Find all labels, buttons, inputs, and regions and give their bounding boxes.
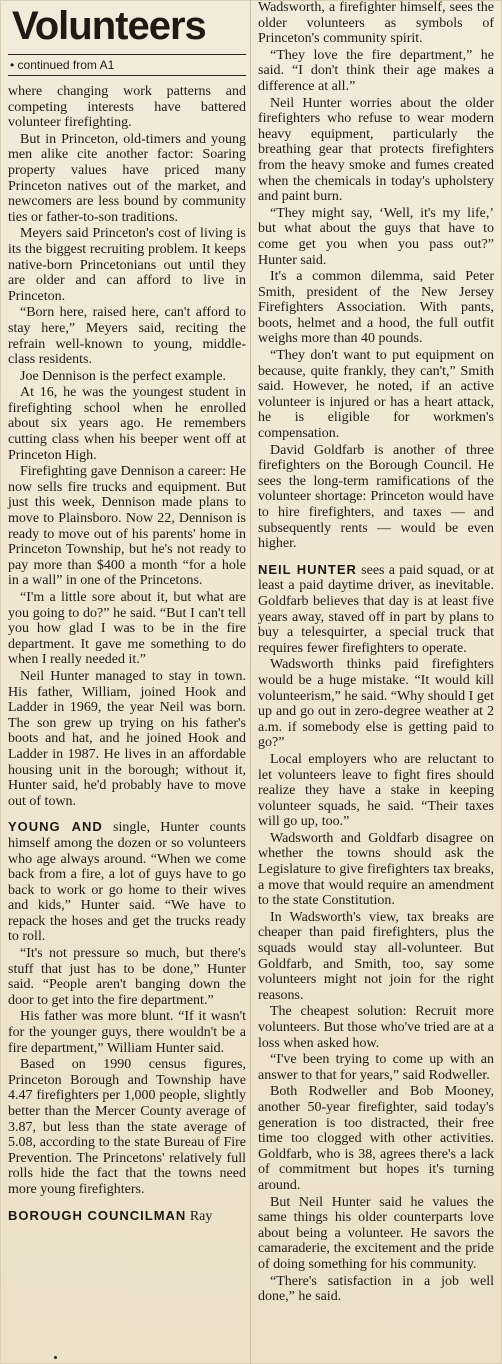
- right-column: [258, 0, 494, 1306]
- section-lead-caps: NEIL HUNTER: [258, 561, 357, 577]
- column-divider: [250, 0, 251, 1364]
- left-column: [8, 0, 246, 1225]
- paragraph: “I'm a little sore about it, but what are you going to do?” he said. “But I can't tell you how glad I was to be in the fire department. It gave me something to do when I really needed it.”: [8, 590, 246, 668]
- section-lead-paragraph: [8, 819, 246, 945]
- paragraph: His father was more blunt. “If it wasn't for the younger guys, there wouldn't be a fire department,” William Hunter said.: [8, 1009, 246, 1056]
- section-lead-text: sees a paid squad, or at least a paid daytime driver, as inevitable. Goldfarb believes that day is at least five years away, staved off in part by plans to buy a telesquirter, a special truck that requires fewer firefighters to operate.: [258, 562, 494, 656]
- paragraph: Local employers who are reluctant to let volunteers leave to fight fires should realize they have a stake in keeping volunteer squads, he said. “Their taxes will go up, too.”: [258, 751, 494, 830]
- paragraph: David Goldfarb is another of three firefighters on the Borough Council. He sees the long-term ramifications of the volunteer shortage: Princeton would have to hire firefighters, and taxes — and subsequently rents — would be even higher.: [258, 442, 494, 552]
- paragraph: Wadsworth and Goldfarb disagree on whether the towns should ask the Legislature to give firefighters tax breaks, a move that would require an amendment to the state Constitution.: [258, 830, 494, 909]
- section-lead-paragraph: [258, 562, 494, 657]
- paragraph: The cheapest solution: Recruit more volunteers. But those who've tried are at a loss when asked how.: [258, 1004, 494, 1051]
- continued-label: • continued from A1: [10, 58, 115, 72]
- paragraph: Wadsworth thinks paid firefighters would be a huge mistake. “It would kill volunteerism,” he said. “Why should I get up and go out in zero-degree weather at 2 a.m. if somebody else is getting paid to go?”: [258, 657, 494, 751]
- paragraph: “Born here, raised here, can't afford to stay here,” Meyers said, reciting the refrain well-known to young, middle-class residents.: [8, 305, 246, 368]
- paragraph: Based on 1990 census figures, Princeton Borough and Township have 4.47 firefighters per 1,000 people, slightly better than the Mercer County average of 3.87, but less than the state average of 5.08, according to the state Bureau of Fire Prevention. The Princetons' relatively full rolls hide the fact that the towns need more young firefighters.: [8, 1057, 246, 1197]
- paragraph: It's a common dilemma, said Peter Smith, president of the New Jersey Firefighters Association. With pants, boots, helmet and a hood, the full outfit weighs more than 40 pounds.: [258, 269, 494, 347]
- paragraph: “There's satisfaction in a job well done,” he said.: [258, 1273, 494, 1305]
- section-lead-text: Ray: [186, 1208, 213, 1224]
- paragraph: But in Princeton, old-timers and young men alike cite another factor: Soaring property values have priced many Princeton natives out of the market, and newcomers are less bound by community ties or father-to-son traditions.: [8, 131, 246, 225]
- paragraph: “They don't want to put equipment on because, quite frankly, they can't,” Smith said. However, he noted, if an active volunteer is injured or has a heart attack, he is eligible for workmen's compensation.: [258, 348, 494, 442]
- section-lead-paragraph: [8, 1208, 246, 1225]
- page-mark: [54, 1356, 57, 1359]
- headline: Volunteers: [12, 4, 206, 48]
- paragraph: “They might say, ‘Well, it's my life,’ but what about the guys that have to come get you when you pass out?” Hunter said.: [258, 205, 494, 268]
- paragraph: Both Rodweller and Bob Mooney, another 50-year firefighter, said today's generation is too distracted, their free time too clogged with other activities. Goldfarb, who is 38, agrees there's a lack of commitment but hopes it's turning around.: [258, 1084, 494, 1193]
- paragraph: “I've been trying to come up with an answer to that for years,” said Rodweller.: [258, 1052, 494, 1083]
- paragraph: Wadsworth, a firefighter himself, sees the older volunteers as symbols of Princeton's community spirit.: [258, 0, 494, 47]
- paragraph: But Neil Hunter said he values the same things his older counterparts love about being a volunteer. He savors the camaraderie, the excitement and the pride of doing something for his community.: [258, 1194, 494, 1272]
- paragraph: “They love the fire department,” he said. “I don't think their age makes a difference at all.”: [258, 47, 494, 94]
- paragraph: At 16, he was the youngest student in firefighting school when he enrolled about six years ago. He remembers cutting class when his beeper went off at Princeton High.: [8, 385, 246, 463]
- continued-rule: [8, 75, 246, 76]
- paragraph: Joe Dennison is the perfect example.: [20, 368, 227, 384]
- section-lead-text: single, Hunter counts himself among the dozen or so volunteers who age always around. “When we come back from a fire, a lot of guys have to go back to work or go home to their wives and kids,” Hunter said. “We have to repack the hoses and get the trucks ready to roll.: [8, 820, 247, 945]
- paragraph: Meyers said Princeton's cost of living is its the biggest recruiting problem. It keeps native-born Princetonians out until they are older and can afford to live in Princeton.: [8, 226, 246, 304]
- section-lead-caps: YOUNG AND: [8, 819, 103, 835]
- paragraph: In Wadsworth's view, tax breaks are cheaper than paid firefighters, plus the squads would stay all-volunteer. But Goldfarb, and Smith, too, say some volunteers might not join for the right reasons.: [258, 909, 494, 1003]
- paragraph: Neil Hunter worries about the older firefighters who refuse to wear modern heavy equipment, particularly the breathing gear that protects firefighters from the heavy smoke and fumes created when the chemicals in today's upholstery and paint burn.: [258, 95, 494, 205]
- section-lead-caps: BOROUGH COUNCILMAN: [8, 1207, 187, 1223]
- paragraph: “It's not pressure so much, but there's stuff that just has to be done,” Hunter said. “People aren't banging down the door to get into the fire department.”: [8, 946, 246, 1008]
- paragraph: Firefighting gave Dennison a career: He now sells fire trucks and equipment. But just this week, Dennison made plans to move to Plainsboro. Now 22, Dennison is ready to move out of his parents' home in Princeton Township, but he's not ready to pay more than $400 a month “for a hole in a wall” in one of the Princetons.: [8, 464, 246, 589]
- paragraph: where changing work patterns and competing interests have battered volunteer firefighting.: [8, 84, 246, 131]
- paragraph: Neil Hunter managed to stay in town. His father, William, joined Hook and Ladder in 1969, the year Neil was born. The son grew up trying on his father's boots and hat, and he joined Hook and Ladder in 1987. He lives in an affordable housing unit in the borough; without it, Hunter said, he'd probably have to move out of town.: [8, 668, 246, 809]
